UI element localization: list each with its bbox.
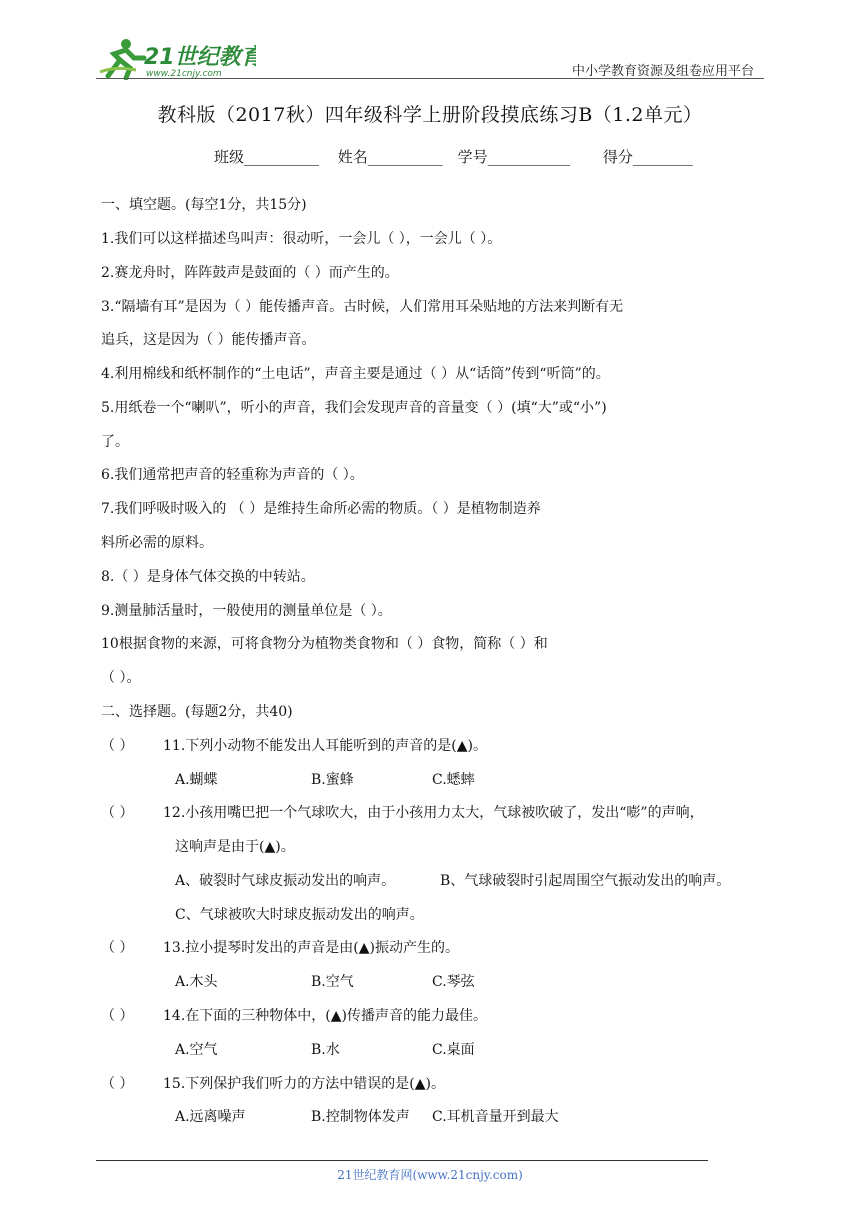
answer-paren[interactable]: （ ） [101,940,134,956]
option-b: B.水 [311,1042,340,1058]
option-a: A.蝴蝶 [175,772,218,788]
option-a: A.远离噪声 [175,1109,246,1125]
question-stem: 13.拉小提琴时发出的声音是由(▲)振动产生的。 [163,940,459,956]
option-a: A、破裂时气球皮振动发出的响声。 [175,873,396,889]
question-line: 3.“隔墙有耳”是因为（ ）能传播声音。古时候，人们常用耳朵贴地的方法来判断有无 [101,299,624,315]
question-line: 7.我们呼吸时吸入的 （ ）是维持生命所必需的物质。（ ）是植物制造养 [101,501,541,517]
option-c: C.耳机音量开到最大 [432,1109,559,1125]
platform-label: 中小学教育资源及组卷应用平台 [571,64,754,79]
question-stem: 12.小孩用嘴巴把一个气球吹大，由于小孩用力太大，气球被吹破了，发出“嘭”的声响， [163,805,704,821]
student-id-field[interactable]: 学号___________ [457,148,571,166]
answer-paren[interactable]: （ ） [101,1076,134,1092]
question-line: （ ）。 [101,670,141,686]
logo-text: 21世纪教育 [144,45,256,70]
logo-url: www.21cnjy.com [146,69,222,79]
question-stem: 14.在下面的三种物体中，(▲)传播声音的能力最佳。 [163,1008,487,1024]
name-field[interactable]: 姓名__________ [337,148,443,166]
section-heading-multiple-choice: 二、选择题。(每题2分，共40) [101,704,293,720]
option-b: B、气球破裂时引起周围空气振动发出的响声。 [440,873,731,889]
question-line: 2.赛龙舟时，阵阵鼓声是鼓面的（ ）而产生的。 [101,265,399,281]
question-line: 10根据食物的来源，可将食物分为植物类食物和（ ）食物，简称（ ）和 [101,636,548,652]
option-a: A.木头 [175,974,218,990]
page-title: 教科版（2017秋）四年级科学上册阶段摸底练习B（1.2单元） [157,104,703,126]
question-line: 6.我们通常把声音的轻重称为声音的（ ）。 [101,467,364,483]
section-heading-fill-blank: 一、填空题。(每空1分，共15分) [101,197,307,213]
option-a: A.空气 [175,1042,218,1058]
option-b: B.空气 [311,974,354,990]
footer-link[interactable]: 21世纪教育网(www.21cnjy.com) [337,1168,523,1182]
question-stem: 15.下列保护我们听力的方法中错误的是(▲)。 [163,1076,445,1092]
question-stem: 11.下列小动物不能发出人耳能听到的声音的是(▲)。 [163,738,487,754]
answer-paren[interactable]: （ ） [101,738,134,754]
class-field[interactable]: 班级__________ [214,148,320,166]
question-line: 追兵，这是因为（ ）能传播声音。 [101,332,316,348]
question-line: 4.利用棉线和纸杯制作的“土电话”，声音主要是通过（ ）从“话筒”传到“听筒”的。 [101,366,610,382]
runner-icon [96,36,256,80]
question-line: 了。 [101,434,129,450]
question-line: 8.（ ）是身体气体交换的中转站。 [101,569,315,585]
option-c: C、气球被吹大时球皮振动发出的响声。 [175,907,424,923]
score-field[interactable]: 得分________ [602,148,693,166]
question-stem-continued: 这响声是由于(▲)。 [175,839,295,855]
question-line: 5.用纸卷一个“喇叭”，听小的声音，我们会发现声音的音量变（ ）(填“大”或“小”) [101,400,607,416]
option-c: C.桌面 [432,1042,475,1058]
site-logo [96,36,256,80]
footer-divider [96,1160,708,1161]
question-line: 1.我们可以这样描述鸟叫声：很动听，一会儿（ ），一会儿（ ）。 [101,231,502,247]
option-c: C.蟋蟀 [432,772,475,788]
answer-paren[interactable]: （ ） [101,1008,134,1024]
answer-paren[interactable]: （ ） [101,805,134,821]
question-line: 料所必需的原料。 [101,535,213,551]
option-b: B.控制物体发声 [311,1109,410,1125]
option-b: B.蜜蜂 [311,772,354,788]
header-divider [96,78,764,79]
question-line: 9.测量肺活量时，一般使用的测量单位是（ ）。 [101,603,392,619]
option-c: C.琴弦 [432,974,475,990]
student-info-fields [214,146,693,167]
